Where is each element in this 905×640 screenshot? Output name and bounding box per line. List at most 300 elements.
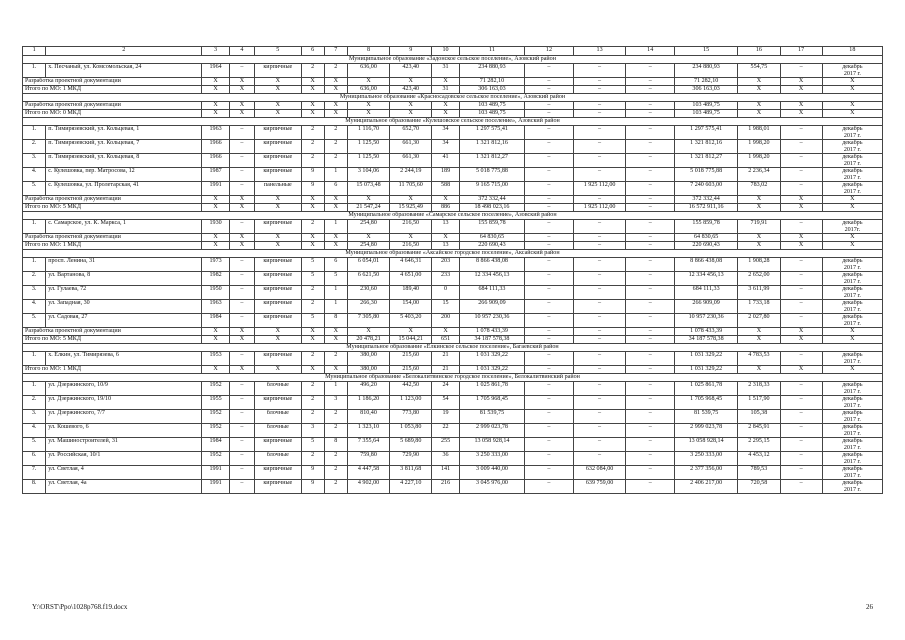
data-cell: –: [626, 64, 675, 78]
address-cell: п. Тимирязевский, ул. Кольцевая, 1: [46, 126, 202, 140]
deadline-month: декабрь: [842, 438, 863, 444]
total-cell: X: [229, 242, 254, 250]
deadline-month: декабрь: [842, 300, 863, 306]
total-cell: X: [324, 328, 347, 336]
total-cell: X: [255, 110, 301, 118]
deadline-cell: [822, 314, 882, 328]
data-cell: 2 652,00: [738, 272, 780, 286]
total-cell: X: [432, 78, 459, 86]
data-cell: 1 031 329,22: [459, 352, 524, 366]
row-number: 2.: [23, 140, 46, 154]
data-cell: 496,20: [347, 382, 389, 396]
data-cell: 2: [301, 220, 324, 234]
row-number: 2.: [23, 272, 46, 286]
address-cell: п. Тимирязевский, ул. Кольцевая, 7: [46, 140, 202, 154]
year-cell: 1930: [202, 220, 229, 234]
total-cell: X: [202, 366, 229, 374]
deadline-year: 2017 г.: [843, 458, 861, 465]
total-label: Итого по МО: 5 МКД: [23, 336, 202, 344]
deadline-year: 2017 г.: [843, 264, 861, 271]
data-cell: –: [780, 438, 822, 452]
total-cell: X: [347, 78, 389, 86]
total-cell: X: [229, 86, 254, 94]
total-label: Итого по МО: 1 МКД: [23, 366, 202, 374]
total-cell: X: [229, 78, 254, 86]
total-cell: X: [255, 196, 301, 204]
deadline-year: 2017 г.: [843, 306, 861, 313]
data-cell: 661,30: [390, 140, 432, 154]
data-cell: 2 236,34: [738, 168, 780, 182]
total-cell: X: [255, 336, 301, 344]
total-cell: X: [229, 110, 254, 118]
total-cell: X: [229, 234, 254, 242]
data-cell: 2: [301, 352, 324, 366]
total-cell: X: [255, 86, 301, 94]
total-cell: 103 489,75: [459, 102, 524, 110]
total-cell: X: [255, 234, 301, 242]
data-cell: 1: [324, 286, 347, 300]
data-cell: 21: [432, 352, 459, 366]
data-cell: 8 866 438,08: [459, 258, 524, 272]
total-cell: –: [626, 234, 675, 242]
table-row: [23, 382, 883, 396]
data-cell: 10 957 230,36: [674, 314, 737, 328]
total-cell: X: [255, 328, 301, 336]
address-cell: с. Кулешовка, пер. Матросова, 12: [46, 168, 202, 182]
data-cell: –: [525, 466, 574, 480]
data-cell: –: [626, 424, 675, 438]
total-cell: –: [626, 336, 675, 344]
data-cell: –: [626, 154, 675, 168]
total-cell: X: [780, 204, 822, 212]
total-label: Разработка проектной документации: [23, 328, 202, 336]
data-cell: 230,60: [347, 286, 389, 300]
table-row: [23, 410, 883, 424]
total-cell: X: [390, 110, 432, 118]
data-cell: –: [573, 272, 626, 286]
data-cell: 6: [324, 182, 347, 196]
data-cell: 1 988,01: [738, 126, 780, 140]
total-cell: X: [822, 336, 882, 344]
data-cell: 2: [301, 410, 324, 424]
total-cell: 651: [432, 336, 459, 344]
data-cell: –: [626, 258, 675, 272]
data-cell: –: [780, 220, 822, 234]
column-header: 9: [390, 47, 432, 56]
row-number: 3.: [23, 410, 46, 424]
column-header: 12: [525, 47, 574, 56]
total-cell: X: [347, 328, 389, 336]
total-cell: X: [202, 336, 229, 344]
deadline-month: декабрь: [842, 140, 863, 146]
total-cell: 1 031 329,22: [459, 366, 524, 374]
total-cell: –: [525, 242, 574, 250]
total-cell: X: [780, 234, 822, 242]
column-header: 4: [229, 47, 254, 56]
data-cell: 2 377 356,00: [674, 466, 737, 480]
data-cell: 15: [432, 300, 459, 314]
row-number: 1.: [23, 220, 46, 234]
year-cell: 1973: [202, 258, 229, 272]
total-cell: X: [324, 78, 347, 86]
data-cell: –: [780, 424, 822, 438]
total-cell: X: [822, 78, 882, 86]
year-cell: 1987: [202, 168, 229, 182]
deadline-cell: [822, 64, 882, 78]
data-cell: 3 250 333,00: [459, 452, 524, 466]
data-cell: 12 334 456,13: [459, 272, 524, 286]
data-cell: 189: [432, 168, 459, 182]
column-header: 14: [626, 47, 675, 56]
total-cell: X: [738, 86, 780, 94]
row-number: 3.: [23, 154, 46, 168]
total-cell: X: [202, 102, 229, 110]
total-row: [23, 336, 883, 344]
data-cell: 6 621,50: [347, 272, 389, 286]
total-cell: –: [626, 366, 675, 374]
deadline-year: 2017 г.: [843, 174, 861, 181]
row-number: 4.: [23, 300, 46, 314]
address-cell: с. Самарское, ул. К. Маркса, 1: [46, 220, 202, 234]
data-cell: –: [780, 314, 822, 328]
data-cell: 155 859,78: [459, 220, 524, 234]
total-cell: 71 282,10: [459, 78, 524, 86]
year-cell: 1991: [202, 182, 229, 196]
data-cell: –: [229, 424, 254, 438]
total-cell: X: [301, 110, 324, 118]
deadline-cell: [822, 300, 882, 314]
data-cell: кирпичные: [255, 480, 301, 494]
total-cell: 103 489,75: [674, 110, 737, 118]
deadline-year: 2017 г.: [843, 402, 861, 409]
data-cell: 2: [301, 126, 324, 140]
total-cell: –: [525, 86, 574, 94]
data-cell: –: [525, 140, 574, 154]
total-cell: X: [324, 366, 347, 374]
deadline-cell: [822, 396, 882, 410]
data-cell: 3 045 976,00: [459, 480, 524, 494]
data-cell: –: [229, 438, 254, 452]
address-cell: п. Тимирязевский, ул. Кольцевая, 8: [46, 154, 202, 168]
total-cell: X: [301, 196, 324, 204]
data-cell: 254,80: [347, 220, 389, 234]
data-cell: 13 058 928,14: [459, 438, 524, 452]
data-cell: –: [626, 300, 675, 314]
data-cell: –: [626, 286, 675, 300]
row-number: 3.: [23, 286, 46, 300]
data-cell: –: [525, 452, 574, 466]
total-cell: X: [738, 242, 780, 250]
total-row: [23, 86, 883, 94]
total-cell: –: [525, 78, 574, 86]
data-cell: –: [780, 154, 822, 168]
data-cell: 632 084,00: [573, 466, 626, 480]
data-cell: 2: [301, 64, 324, 78]
data-cell: 2: [324, 352, 347, 366]
data-cell: –: [573, 410, 626, 424]
data-cell: 5: [301, 258, 324, 272]
deadline-year: 2017 г.: [843, 486, 861, 493]
data-cell: –: [229, 466, 254, 480]
total-cell: 15 044,21: [390, 336, 432, 344]
year-cell: 1952: [202, 452, 229, 466]
section-title: Муниципальное образование «Красносадовское сельское поселение», Азовский район: [23, 94, 883, 102]
total-cell: –: [626, 110, 675, 118]
total-cell: 216,50: [390, 242, 432, 250]
data-cell: –: [229, 286, 254, 300]
total-cell: 20 478,21: [347, 336, 389, 344]
year-cell: 1991: [202, 466, 229, 480]
data-cell: 5 018 775,88: [674, 168, 737, 182]
data-cell: –: [626, 140, 675, 154]
data-cell: –: [626, 272, 675, 286]
year-cell: 1966: [202, 140, 229, 154]
data-cell: кирпичные: [255, 154, 301, 168]
data-cell: 1 998,20: [738, 154, 780, 168]
data-cell: –: [573, 154, 626, 168]
data-cell: 215,60: [390, 352, 432, 366]
address-cell: ул. Садовая, 27: [46, 314, 202, 328]
deadline-cell: [822, 272, 882, 286]
data-cell: 9: [301, 466, 324, 480]
data-cell: –: [573, 64, 626, 78]
table-row: [23, 286, 883, 300]
column-header: 15: [674, 47, 737, 56]
data-cell: 5: [301, 272, 324, 286]
total-cell: X: [229, 196, 254, 204]
section-title-row: [23, 118, 883, 126]
data-cell: 1 323,10: [347, 424, 389, 438]
total-label: Разработка проектной документации: [23, 196, 202, 204]
deadline-year: 2017 г.: [843, 292, 861, 299]
total-cell: –: [525, 196, 574, 204]
data-cell: 2: [301, 154, 324, 168]
data-cell: 720,58: [738, 480, 780, 494]
row-number: 8.: [23, 480, 46, 494]
data-cell: 2: [301, 382, 324, 396]
data-cell: 41: [432, 154, 459, 168]
data-cell: 554,75: [738, 64, 780, 78]
total-cell: X: [780, 102, 822, 110]
data-cell: 7 240 603,00: [674, 182, 737, 196]
total-cell: –: [573, 234, 626, 242]
deadline-month: декабрь: [842, 154, 863, 160]
total-cell: X: [432, 102, 459, 110]
data-cell: 773,80: [390, 410, 432, 424]
data-cell: 8: [324, 438, 347, 452]
data-cell: 719,91: [738, 220, 780, 234]
data-cell: 810,40: [347, 410, 389, 424]
address-cell: просп. Ленина, 31: [46, 258, 202, 272]
data-cell: 2: [301, 396, 324, 410]
data-cell: 1 321 812,16: [674, 140, 737, 154]
table-row: [23, 438, 883, 452]
data-cell: кирпичные: [255, 438, 301, 452]
table-row: [23, 480, 883, 494]
data-cell: 783,02: [738, 182, 780, 196]
data-cell: –: [573, 314, 626, 328]
data-cell: кирпичные: [255, 140, 301, 154]
total-cell: 372 332,44: [459, 196, 524, 204]
total-cell: X: [780, 242, 822, 250]
data-cell: 1 998,20: [738, 140, 780, 154]
data-cell: –: [525, 424, 574, 438]
data-cell: 442,50: [390, 382, 432, 396]
data-cell: 2: [301, 286, 324, 300]
table-row: [23, 314, 883, 328]
deadline-cell: [822, 452, 882, 466]
total-cell: X: [301, 328, 324, 336]
data-cell: 1 908,28: [738, 258, 780, 272]
data-cell: 5 018 775,88: [459, 168, 524, 182]
total-row: [23, 196, 883, 204]
total-cell: X: [301, 234, 324, 242]
column-header: 18: [822, 47, 882, 56]
data-cell: 1 705 968,45: [674, 396, 737, 410]
data-cell: 255: [432, 438, 459, 452]
data-cell: –: [229, 64, 254, 78]
total-cell: X: [780, 366, 822, 374]
deadline-cell: [822, 466, 882, 480]
data-cell: 1 116,70: [347, 126, 389, 140]
total-cell: X: [324, 242, 347, 250]
data-cell: кирпичные: [255, 314, 301, 328]
total-cell: X: [822, 328, 882, 336]
total-cell: 306 163,03: [674, 86, 737, 94]
data-cell: –: [573, 382, 626, 396]
table-row: [23, 220, 883, 234]
data-cell: –: [525, 168, 574, 182]
data-cell: 234 880,93: [674, 64, 737, 78]
data-cell: 2: [324, 424, 347, 438]
data-cell: –: [626, 352, 675, 366]
data-cell: кирпичные: [255, 286, 301, 300]
data-cell: 1 297 575,41: [459, 126, 524, 140]
section-title: Муниципальное образование «Задонское сельское поселение», Азовский район: [23, 56, 883, 64]
total-cell: X: [347, 110, 389, 118]
data-cell: –: [780, 480, 822, 494]
address-cell: ул. Дзержинского, 10/9: [46, 382, 202, 396]
data-cell: 22: [432, 424, 459, 438]
data-cell: –: [626, 182, 675, 196]
total-cell: –: [626, 204, 675, 212]
address-cell: ул. Светлая, 4: [46, 466, 202, 480]
deadline-cell: [822, 126, 882, 140]
total-cell: 886: [432, 204, 459, 212]
total-label: Итого по МО: 1 МКД: [23, 86, 202, 94]
total-row: [23, 242, 883, 250]
total-cell: X: [347, 234, 389, 242]
data-cell: 3 611,99: [738, 286, 780, 300]
data-cell: 1: [324, 300, 347, 314]
data-cell: 154,00: [390, 300, 432, 314]
table-row: [23, 352, 883, 366]
row-number: 5.: [23, 314, 46, 328]
data-cell: 2: [324, 410, 347, 424]
total-cell: 31: [432, 86, 459, 94]
deadline-month: декабрь: [842, 480, 863, 486]
column-header: 17: [780, 47, 822, 56]
data-cell: 2: [324, 480, 347, 494]
address-cell: с. Кулешовка, ул. Пролетарская, 41: [46, 182, 202, 196]
data-cell: 729,90: [390, 452, 432, 466]
total-cell: X: [432, 110, 459, 118]
data-cell: –: [780, 258, 822, 272]
total-cell: X: [324, 204, 347, 212]
deadline-month: декабрь: [842, 258, 863, 264]
data-cell: –: [573, 168, 626, 182]
data-cell: кирпичные: [255, 168, 301, 182]
total-label: Итого по МО: 5 МКД: [23, 204, 202, 212]
data-cell: 2 244,19: [390, 168, 432, 182]
total-cell: 1 031 329,22: [674, 366, 737, 374]
data-cell: –: [780, 352, 822, 366]
data-cell: 233: [432, 272, 459, 286]
section-title-row: [23, 56, 883, 64]
data-cell: 189,40: [390, 286, 432, 300]
data-cell: 7 305,80: [347, 314, 389, 328]
total-row: [23, 204, 883, 212]
total-cell: 15 925,49: [390, 204, 432, 212]
data-cell: –: [229, 220, 254, 234]
data-cell: –: [573, 300, 626, 314]
data-cell: 3 250 333,00: [674, 452, 737, 466]
data-cell: 4 783,53: [738, 352, 780, 366]
total-cell: –: [525, 234, 574, 242]
data-cell: 2 999 023,78: [674, 424, 737, 438]
year-cell: 1991: [202, 480, 229, 494]
address-cell: ул. Гулаева, 72: [46, 286, 202, 300]
data-cell: 4 227,10: [390, 480, 432, 494]
deadline-cell: [822, 382, 882, 396]
total-label: Разработка проектной документации: [23, 102, 202, 110]
data-cell: 2: [324, 64, 347, 78]
data-cell: –: [229, 396, 254, 410]
data-cell: –: [780, 396, 822, 410]
row-number: 1.: [23, 126, 46, 140]
data-cell: 2 318,33: [738, 382, 780, 396]
total-cell: X: [255, 242, 301, 250]
data-cell: 2 295,15: [738, 438, 780, 452]
data-cell: 4 447,58: [347, 466, 389, 480]
total-cell: –: [573, 366, 626, 374]
data-cell: 661,30: [390, 154, 432, 168]
deadline-cell: [822, 286, 882, 300]
table-row: [23, 300, 883, 314]
data-cell: 4 453,12: [738, 452, 780, 466]
data-cell: –: [525, 480, 574, 494]
data-cell: –: [525, 300, 574, 314]
total-cell: X: [738, 196, 780, 204]
data-cell: 2 999 023,78: [459, 424, 524, 438]
data-cell: 2: [324, 126, 347, 140]
total-cell: –: [573, 78, 626, 86]
data-cell: 5: [324, 272, 347, 286]
total-cell: –: [525, 366, 574, 374]
deadline-month: декабрь: [842, 382, 863, 388]
total-cell: 18 498 023,16: [459, 204, 524, 212]
data-cell: 3 811,68: [390, 466, 432, 480]
document-page: [22, 46, 883, 494]
footer-file-path: Y:\ORST\Ppo\1028p768.f19.docx: [32, 603, 128, 611]
total-cell: –: [573, 328, 626, 336]
total-cell: X: [324, 86, 347, 94]
row-number: 4.: [23, 168, 46, 182]
deadline-year: 2017 г.: [843, 160, 861, 167]
data-cell: 1: [324, 220, 347, 234]
data-cell: –: [780, 410, 822, 424]
total-cell: X: [202, 110, 229, 118]
